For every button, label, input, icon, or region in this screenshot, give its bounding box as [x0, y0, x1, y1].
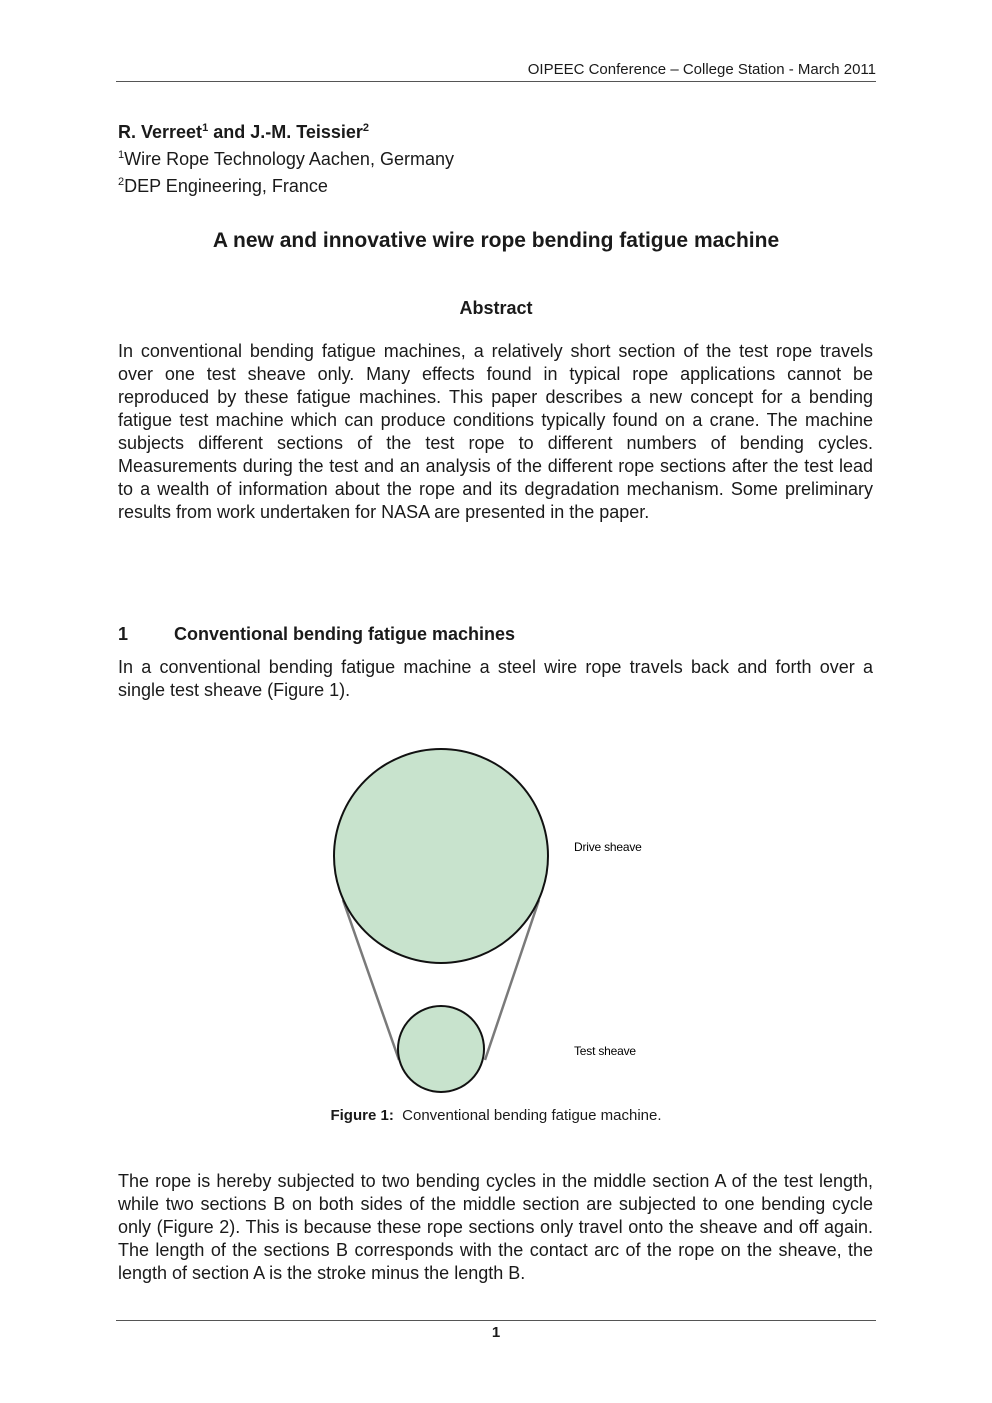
abstract-heading: Abstract [459, 298, 533, 318]
author-2-affil-mark: 2 [362, 122, 370, 134]
affiliation-1-text: Wire Rope Technology Aachen, Germany [124, 149, 454, 169]
author-connector: and [208, 122, 251, 142]
figure-1-caption-label: Figure 1: [330, 1107, 394, 1124]
page-footer [116, 1320, 876, 1341]
author-2: J.-M. Teissier [250, 122, 363, 142]
author-1: R. Verreet [118, 122, 203, 142]
test-sheave-label: Test sheave [574, 1044, 636, 1058]
section-1-intro: In a conventional bending fatigue machine a steel wire rope travels back and forth over a single test sheave (Figure 1). [118, 657, 873, 700]
section-1-body: The rope is hereby subjected to two bending cycles in the middle section A of the test length, while two sections B on both sides of the middle section are subjected to one bending cycle only (Figure 2). This is because these rope sections only travel onto the sheave and off again. The length of the sections B corresponds with the contact arc of the rope on the sheave, the length of section A is the stroke minus the length B. [118, 1171, 873, 1283]
section-1-title: Conventional bending fatigue machines [174, 624, 516, 644]
abstract-text: In conventional bending fatigue machines, a relatively short section of the test rope travels over one test sheave only. Many effects found in typical rope applications cannot be reproduced by these fatigue machines. This paper describes a new concept for a bending fatigue test machine which can produce conditions typically found on a crane. The machine subjects different sections of the test rope to different numbers of bending cycles. Measurements during the test and an analysis of the different rope sections after the test lead to a wealth of information about the rope and its degradation mechanism. Some preliminary results from work undertaken for NASA are presented in the paper. [118, 341, 873, 522]
author-1-affil-mark: 1 [202, 122, 209, 134]
affiliation-1-mark: 1 [118, 149, 125, 161]
affiliation-2-mark: 2 [118, 176, 125, 188]
paper-title: A new and innovative wire rope bending fatigue machine [212, 229, 780, 252]
drive-sheave [334, 749, 548, 963]
figure-1-caption-text: Conventional bending fatigue machine. [402, 1107, 662, 1124]
page-number: 1 [491, 1324, 501, 1341]
affiliation-2-text: DEP Engineering, France [124, 176, 328, 196]
figure-1-caption [116, 1107, 876, 1124]
drive-sheave-label: Drive sheave [574, 840, 642, 854]
test-sheave [398, 1006, 484, 1092]
running-title: OIPEEC Conference – College Station - March 2011 [527, 61, 876, 78]
section-1-number: 1 [118, 624, 129, 644]
